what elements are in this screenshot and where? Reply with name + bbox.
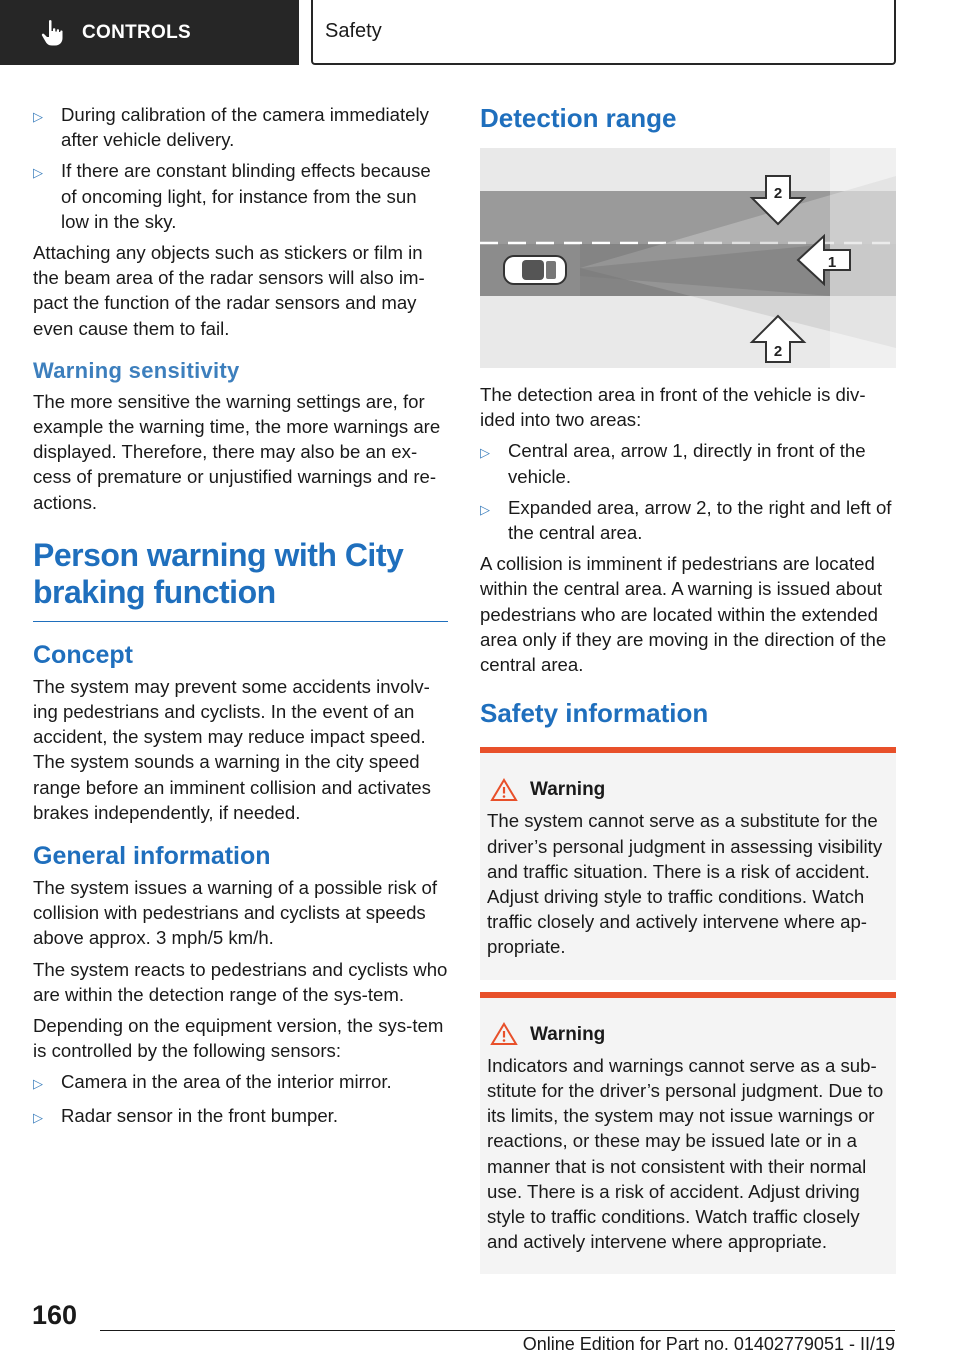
header-section-title: Safety bbox=[311, 0, 896, 65]
svg-text:2: 2 bbox=[773, 343, 783, 360]
heading-concept: Concept bbox=[33, 640, 133, 669]
list-item: ▷ During calibration of the camera immediately after vehicle delivery. bbox=[33, 102, 448, 152]
triangle-bullet-icon: ▷ bbox=[33, 109, 43, 124]
list-item: ▷ If there are constant blinding effects because of oncoming light, for instance from the sun low in the sky. bbox=[33, 158, 448, 234]
heading-warning-sensitivity: Warning sensitivity bbox=[33, 357, 240, 383]
triangle-bullet-icon: ▷ bbox=[480, 445, 490, 461]
detection-range-diagram bbox=[480, 148, 896, 368]
page-number: 160 bbox=[32, 1300, 78, 1330]
triangle-bullet-icon: ▷ bbox=[33, 165, 43, 181]
paragraph-sensitivity: The more sensitive the warning settings are, for example the warning time, the more warnings are displayed. Therefore, there may also be an ex-cess of premature or unjustified warnings and re-actions. bbox=[33, 390, 441, 513]
warning-box bbox=[480, 747, 896, 979]
warning-text: The system cannot serve as a substitute for the driver’s personal judgment in assessing visibility and traffic situation. There is a risk of accident. Adjust driving style to traffic conditions. Watch traffic closely and actively intervene where ap-propriate. bbox=[487, 810, 883, 958]
paragraph-collision: A collision is imminent if pedestrians are located within the central area. A warning is issued about pedestrians who are located within the extended area only if they are moving in the direction of the central area. bbox=[480, 553, 887, 676]
heading-general-information: General information bbox=[33, 842, 271, 871]
triangle-bullet-icon: ▷ bbox=[33, 1109, 43, 1125]
list-item: ▷ Expanded area, arrow 2, to the right and left of the central area. bbox=[480, 495, 896, 545]
car-icon bbox=[504, 256, 566, 284]
svg-text:1: 1 bbox=[827, 254, 837, 271]
paragraph-general-1: The system issues a warning of a possible risk of collision with pedestrians and cyclists at speeds above approx. 3 mph/5 km/h. bbox=[33, 877, 438, 949]
svg-text:2: 2 bbox=[773, 185, 783, 202]
central-detection-area bbox=[580, 244, 830, 296]
footer-divider bbox=[100, 1330, 895, 1331]
right-column bbox=[480, 102, 896, 1286]
heading-safety-information: Safety information bbox=[480, 698, 709, 729]
list-item: ▷ Camera in the area of the interior mirror. bbox=[33, 1069, 448, 1096]
list-item: ▷ Radar sensor in the front bumper. bbox=[33, 1103, 448, 1130]
warning-title: Warning bbox=[487, 1022, 889, 1047]
warning-triangle-icon bbox=[490, 1022, 518, 1046]
heading-detection-range: Detection range bbox=[480, 103, 677, 133]
paragraph-concept: The system may prevent some accidents involv-ing pedestrians and cyclists. In the event of an accident, the system may reduce impact speed. The system sounds a warning in the city speed range before an imminent collision and activates brakes independently, if needed. bbox=[33, 675, 431, 823]
triangle-bullet-icon: ▷ bbox=[480, 501, 490, 517]
paragraph-attach: Attaching any objects such as stickers or film in the beam area of the radar sensors will also im-pact the function of the radar sensors and may even cause them to fail. bbox=[33, 242, 425, 339]
warning-triangle-icon bbox=[490, 778, 518, 802]
footer-edition: Online Edition for Part no. 01402779051 - II/19 bbox=[522, 1334, 895, 1354]
list-item: ▷ Central area, arrow 1, directly in front of the vehicle. bbox=[480, 438, 896, 488]
heading-person-warning: Person warning with City braking function bbox=[33, 537, 448, 622]
header-tab-label: CONTROLS bbox=[82, 21, 192, 43]
pointing-hand-icon bbox=[38, 18, 68, 48]
warning-title: Warning bbox=[487, 777, 889, 802]
warning-text: Indicators and warnings cannot serve as a sub-stitute for the driver’s personal judgment. Due to its limits, the system may not issue warnings or reactions, or these may be issued late or in a manner that is not consistent with their normal use. There is a risk of accident. Adjust driving style to traffic conditions. Watch traffic closely and actively intervene where appropriate. bbox=[487, 1054, 884, 1253]
detection-diagram-svg bbox=[480, 148, 896, 368]
triangle-bullet-icon: ▷ bbox=[33, 1076, 43, 1092]
paragraph-detection: The detection area in front of the vehicle is div-ided into two areas: bbox=[480, 384, 866, 431]
paragraph-general-2: The system reacts to pedestrians and cyclists who are within the detection range of the sys-tem. bbox=[33, 958, 448, 1005]
paragraph-general-3: Depending on the equipment version, the sys-tem is controlled by the following sensors: bbox=[33, 1015, 444, 1062]
header-tab bbox=[0, 0, 299, 65]
warning-box bbox=[480, 992, 896, 1275]
left-column bbox=[33, 102, 448, 1136]
